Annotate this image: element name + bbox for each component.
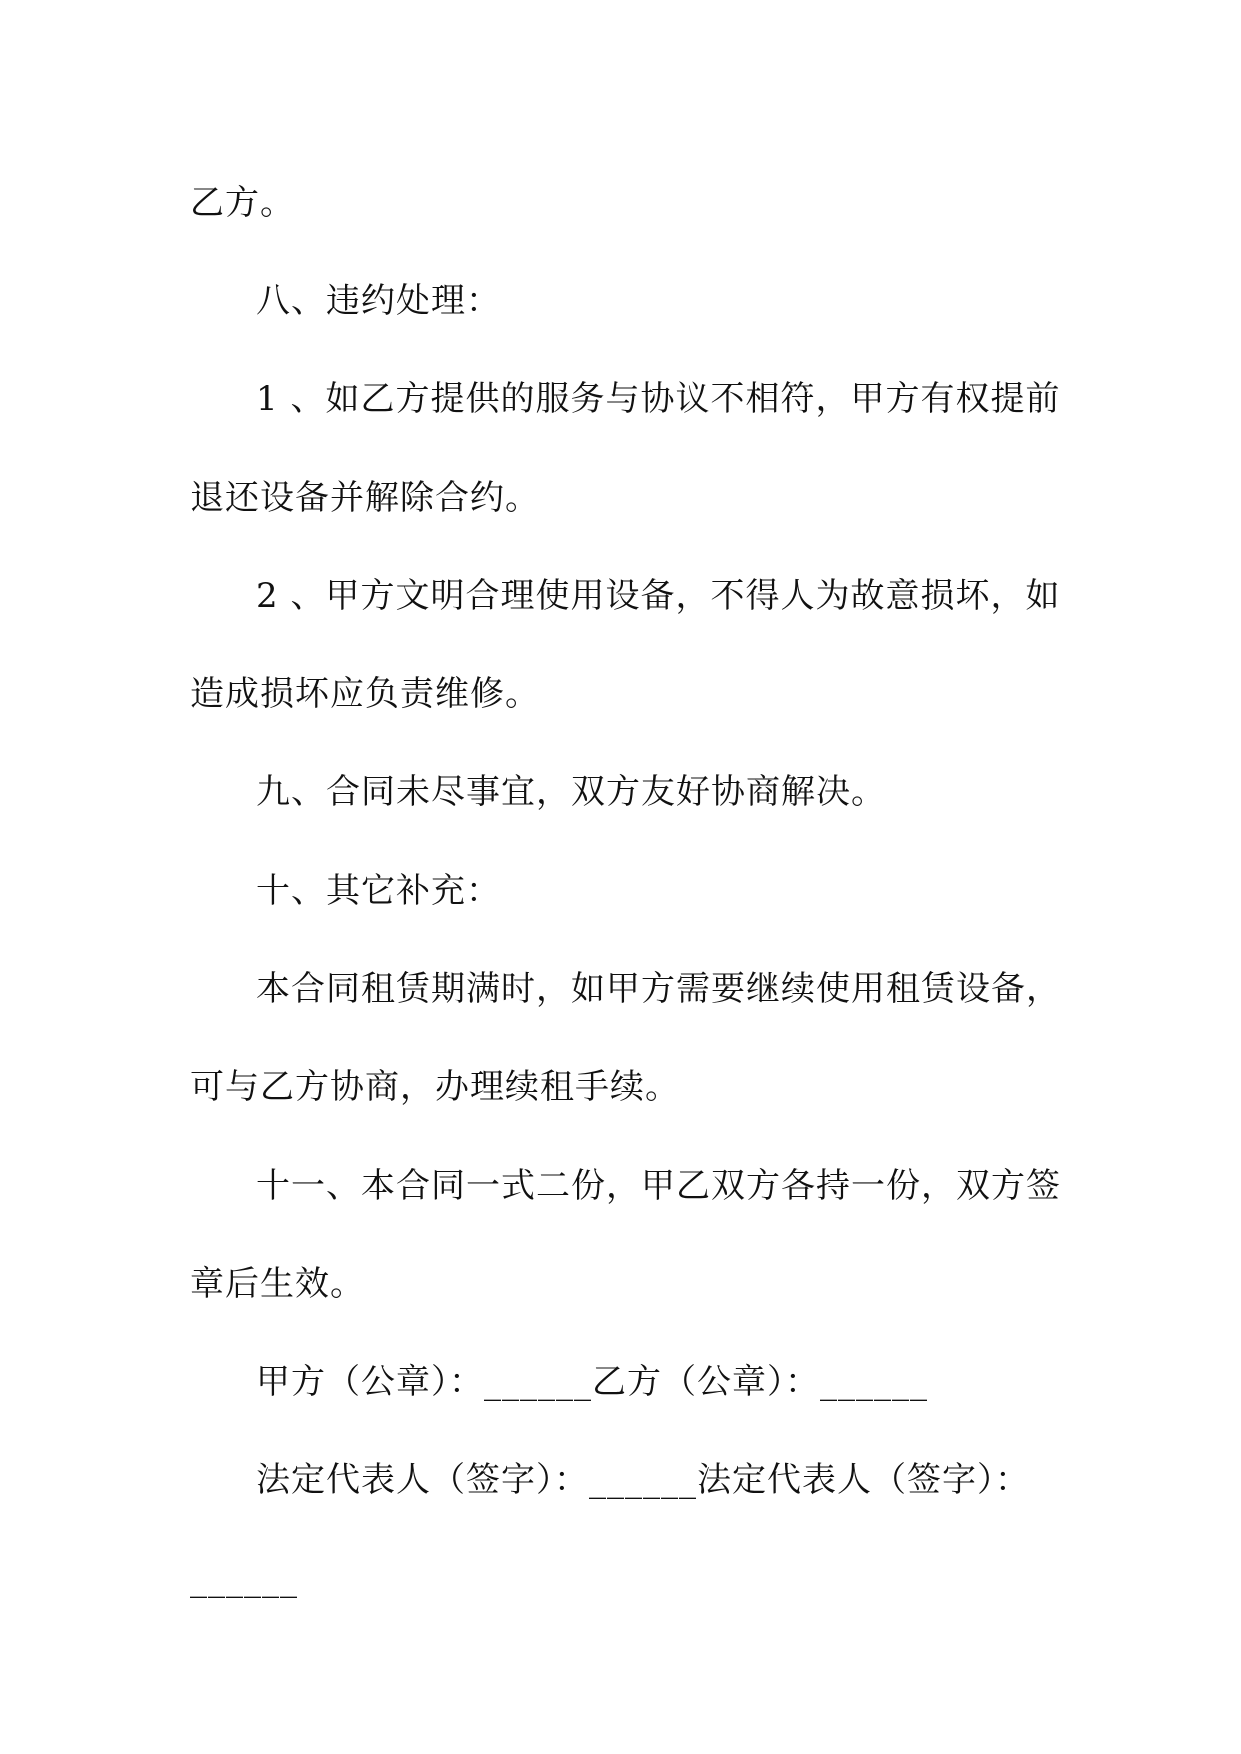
text-line: 十一、本合同一式二份，甲乙双方各持一份，双方签 (256, 1166, 1061, 1206)
text-line: 退还设备并解除合约。 (190, 478, 540, 518)
text-line: 乙方。 (190, 183, 295, 223)
section-heading: 八、违约处理： (256, 281, 501, 321)
text-line: 九、合同未尽事宜，双方友好协商解决。 (256, 772, 886, 812)
signature-line: 甲方（公章）：______乙方（公章）：______ (256, 1362, 928, 1402)
signature-line: 法定代表人（签字）：______法定代表人（签字）： (256, 1460, 1030, 1500)
text-line: 造成损坏应负责维修。 (190, 674, 540, 714)
text-line: 章后生效。 (190, 1264, 365, 1304)
text-line: 1 、如乙方提供的服务与协议不相符，甲方有权提前 (256, 379, 1061, 419)
text-line: 可与乙方协商，办理续租手续。 (190, 1067, 680, 1107)
signature-blank: ______ (190, 1559, 298, 1599)
section-heading: 十、其它补充： (256, 871, 501, 911)
text-line: 2 、甲方文明合理使用设备，不得人为故意损坏，如 (256, 576, 1061, 616)
text-line: 本合同租赁期满时，如甲方需要继续使用租赁设备， (256, 969, 1061, 1009)
